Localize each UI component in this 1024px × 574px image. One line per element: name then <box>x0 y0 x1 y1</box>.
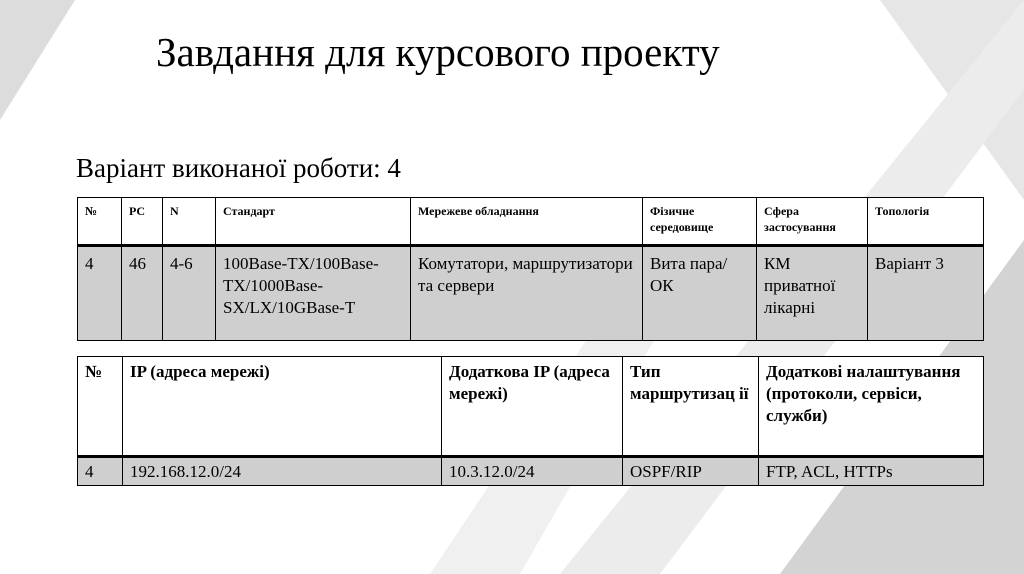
table-header-row <box>78 198 984 246</box>
table-row <box>78 246 984 341</box>
network-table <box>77 356 984 486</box>
table-cell: Вита пара/ОК <box>643 246 757 341</box>
table-cell: КМ приватної лікарні <box>757 246 868 341</box>
header-cell: IP (адреса мережі) <box>123 357 442 457</box>
table-cell: 10.3.12.0/24 <box>442 457 623 486</box>
table-cell: Комутатори, маршрутизатори та сервери <box>411 246 643 341</box>
variant-label: Варіант виконаної роботи: 4 <box>76 153 401 183</box>
page-title: Завдання для курсового проекту <box>156 29 720 75</box>
table-cell: 192.168.12.0/24 <box>123 457 442 486</box>
header-cell: № <box>78 198 122 246</box>
table-cell: 4 <box>78 246 122 341</box>
header-cell: Стандарт <box>216 198 411 246</box>
table-header-row <box>78 357 984 457</box>
header-cell: Мережеве обладнання <box>411 198 643 246</box>
table-cell: 4-6 <box>163 246 216 341</box>
header-cell: Додаткові налаштування (протоколи, сервіси, служби) <box>759 357 984 457</box>
table-cell: 100Base-TX/100Base-TX/1000Base-SX/LX/10GBase-T <box>216 246 411 341</box>
table-cell: FTP, ACL, HTTPs <box>759 457 984 486</box>
table-cell: 4 <box>78 457 123 486</box>
header-cell: Тип маршрутизац ії <box>623 357 759 457</box>
header-cell: № <box>78 357 123 457</box>
header-cell: Топологія <box>868 198 984 246</box>
table-cell: OSPF/RIP <box>623 457 759 486</box>
header-cell: Фізичне середовище <box>643 198 757 246</box>
table-cell: 46 <box>122 246 163 341</box>
header-cell: Сфера застосування <box>757 198 868 246</box>
assignment-table <box>77 197 984 341</box>
table-row <box>78 457 984 486</box>
header-cell: N <box>163 198 216 246</box>
table-cell: Варіант 3 <box>868 246 984 341</box>
header-cell: PC <box>122 198 163 246</box>
header-cell: Додаткова IP (адреса мережі) <box>442 357 623 457</box>
